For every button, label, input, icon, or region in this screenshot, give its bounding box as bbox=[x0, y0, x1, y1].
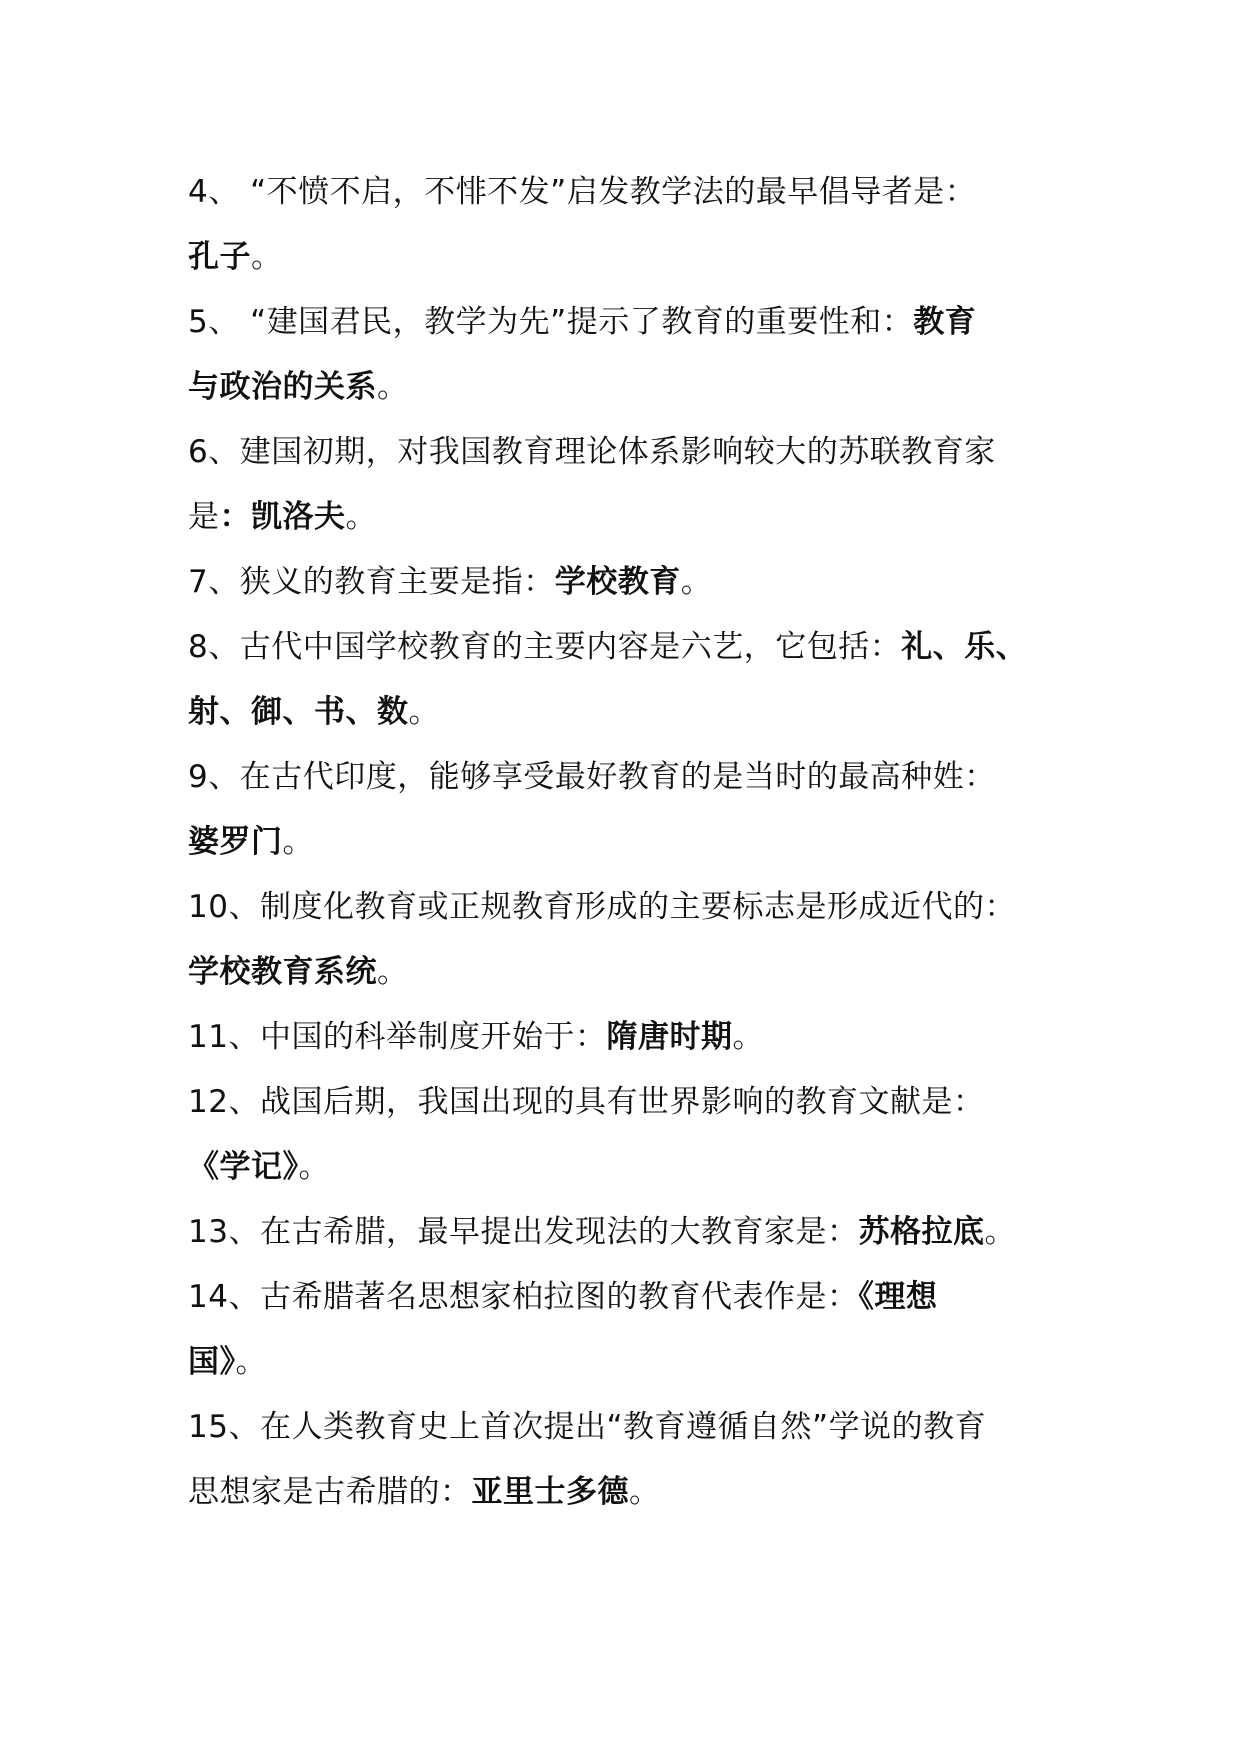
text-line bbox=[188, 810, 1068, 875]
question-item bbox=[188, 420, 1068, 550]
answer-text: 亚里士多德 bbox=[471, 1474, 629, 1510]
question-text: 7、狭义的教育主要是指： bbox=[188, 564, 555, 600]
answer-text: 与政治的关系 bbox=[188, 369, 377, 405]
question-text: 思想家是古希腊的： bbox=[188, 1474, 472, 1510]
question-text: 10、制度化教育或正规教育形成的主要标志是形成近代的： bbox=[188, 889, 1016, 925]
answer-text: 孔子 bbox=[188, 239, 251, 275]
question-text: 12、战国后期，我国出现的具有世界影响的教育文献是： bbox=[188, 1084, 985, 1120]
text-line bbox=[188, 485, 1068, 550]
question-text: 15、在人类教育史上首次提出“教育遵循自然”学说的教育 bbox=[188, 1409, 987, 1445]
question-text: 4、 “不愤不启，不悱不发”启发教学法的最早倡导者是： bbox=[188, 174, 977, 210]
question-item bbox=[188, 1395, 1068, 1525]
question-item bbox=[188, 1005, 1068, 1070]
question-text: 。 bbox=[629, 1474, 661, 1510]
text-line bbox=[188, 160, 1068, 225]
question-text: 8、古代中国学校教育的主要内容是六艺，它包括： bbox=[188, 629, 902, 665]
question-text: 11、中国的科举制度开始于： bbox=[188, 1019, 607, 1055]
text-line bbox=[188, 1265, 1068, 1330]
question-text: 。 bbox=[732, 1019, 764, 1055]
answer-text: ：凯洛夫 bbox=[219, 499, 346, 535]
question-item bbox=[188, 875, 1068, 1005]
text-line bbox=[188, 1135, 1068, 1200]
text-line bbox=[188, 420, 1068, 485]
question-text: 。 bbox=[235, 1344, 267, 1380]
question-text: 。 bbox=[377, 954, 409, 990]
document-page bbox=[188, 160, 1068, 1525]
text-line bbox=[188, 745, 1068, 810]
question-text: 9、在古代印度，能够享受最好教育的是当时的最高种姓： bbox=[188, 759, 996, 795]
question-text: 。 bbox=[298, 1149, 330, 1185]
question-item bbox=[188, 1070, 1068, 1200]
question-text: 是 bbox=[188, 499, 220, 535]
question-text: 6、建国初期，对我国教育理论体系影响较大的苏联教育家 bbox=[188, 434, 996, 470]
question-text: 。 bbox=[408, 694, 440, 730]
answer-text: 国》 bbox=[188, 1344, 236, 1380]
question-item bbox=[188, 745, 1068, 875]
question-item bbox=[188, 1265, 1068, 1395]
answer-text: 礼、乐、 bbox=[901, 629, 1028, 665]
answer-text: 学校教育系统 bbox=[188, 954, 377, 990]
text-line bbox=[188, 680, 1068, 745]
text-line bbox=[188, 1395, 1068, 1460]
question-text: 13、在古希腊，最早提出发现法的大教育家是： bbox=[188, 1214, 859, 1250]
text-line bbox=[188, 615, 1068, 680]
question-item bbox=[188, 160, 1068, 290]
text-line bbox=[188, 940, 1068, 1005]
text-line bbox=[188, 1330, 1068, 1395]
answer-text: 《理想 bbox=[858, 1279, 938, 1315]
text-line bbox=[188, 225, 1068, 290]
question-text: 。 bbox=[680, 564, 713, 600]
question-item bbox=[188, 615, 1068, 745]
text-line bbox=[188, 1460, 1068, 1525]
text-line bbox=[188, 355, 1068, 420]
question-item bbox=[188, 290, 1068, 420]
question-text: 。 bbox=[377, 369, 409, 405]
question-text: 5、 “建国君民，教学为先”提示了教育的重要性和： bbox=[188, 304, 914, 340]
answer-text: 《学记》 bbox=[188, 1149, 299, 1185]
answer-text: 隋唐时期 bbox=[606, 1019, 733, 1055]
question-text: 。 bbox=[282, 824, 314, 860]
question-item bbox=[188, 1200, 1068, 1265]
text-line bbox=[188, 1200, 1068, 1265]
question-item bbox=[188, 550, 1068, 615]
text-line bbox=[188, 290, 1068, 355]
text-line bbox=[188, 875, 1068, 940]
answer-text: 射、御、书、数 bbox=[188, 694, 409, 730]
question-text: 。 bbox=[984, 1214, 1016, 1250]
text-line bbox=[188, 550, 1068, 615]
answer-text: 教育 bbox=[913, 304, 977, 340]
question-text: 14、古希腊著名思想家柏拉图的教育代表作是： bbox=[188, 1279, 859, 1315]
answer-text: 学校教育 bbox=[554, 564, 681, 600]
question-text: 。 bbox=[345, 499, 377, 535]
answer-text: 婆罗门 bbox=[188, 824, 283, 860]
answer-text: 苏格拉底 bbox=[858, 1214, 985, 1250]
text-line bbox=[188, 1005, 1068, 1070]
question-text: 。 bbox=[251, 239, 283, 275]
text-line bbox=[188, 1070, 1068, 1135]
